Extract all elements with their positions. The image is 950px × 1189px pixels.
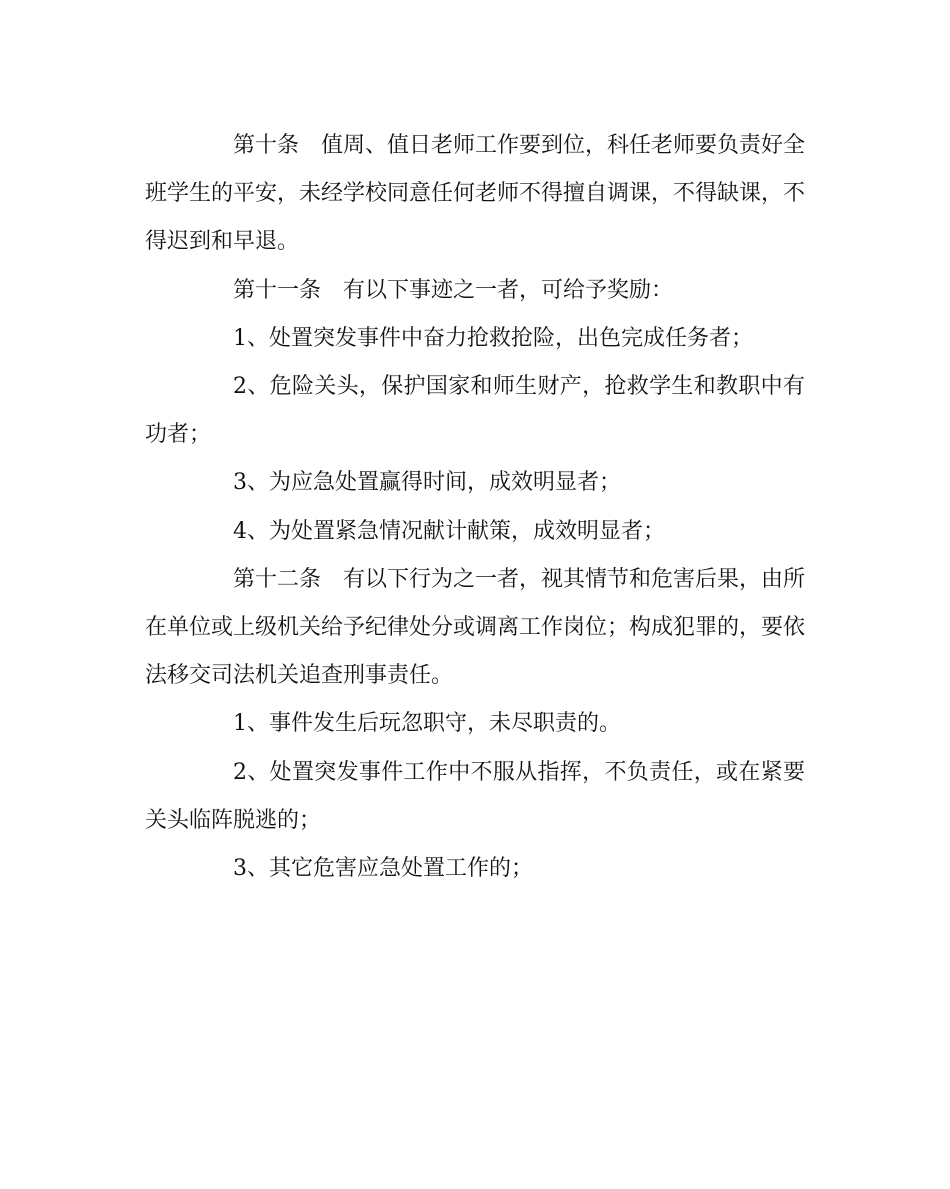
paragraph-article-11: 第十一条 有以下事迹之一者，可给予奖励： (233, 277, 674, 303)
list-item-penalty-2: 2、处置突发事件工作中不服从指挥，不负责任，或在紧要关头临阵脱逃的； (145, 759, 805, 833)
paragraph-article-10: 第十条 值周、值日老师工作要到位，科任老师要负责好全班学生的平安，未经学校同意任何老师不得擅自调课，不得缺课，不得迟到和早退。 (145, 133, 806, 255)
list-item-reward-2: 2、危险关头，保护国家和师生财产，抢救学生和教职中有功者； (145, 374, 805, 448)
list-item-penalty-3: 3、其它危害应急处置工作的； (233, 856, 533, 882)
list-item-reward-1: 1、处置突发事件中奋力抢救抢险，出色完成任务者； (233, 325, 753, 351)
paragraph-article-12: 第十二条 有以下行为之一者，视其情节和危害后果，由所在单位或上级机关给予纪律处分或调离工作岗位；构成犯罪的，要依法移交司法机关追查刑事责任。 (145, 566, 806, 689)
list-item-penalty-1: 1、事件发生后玩忽职守，未尽职责的。 (233, 711, 621, 737)
list-item-reward-4: 4、为处置紧急情况献计献策，成效明显者； (233, 518, 665, 544)
list-item-reward-3: 3、为应急处置赢得时间，成效明显者； (233, 470, 621, 496)
document-body (145, 122, 805, 893)
